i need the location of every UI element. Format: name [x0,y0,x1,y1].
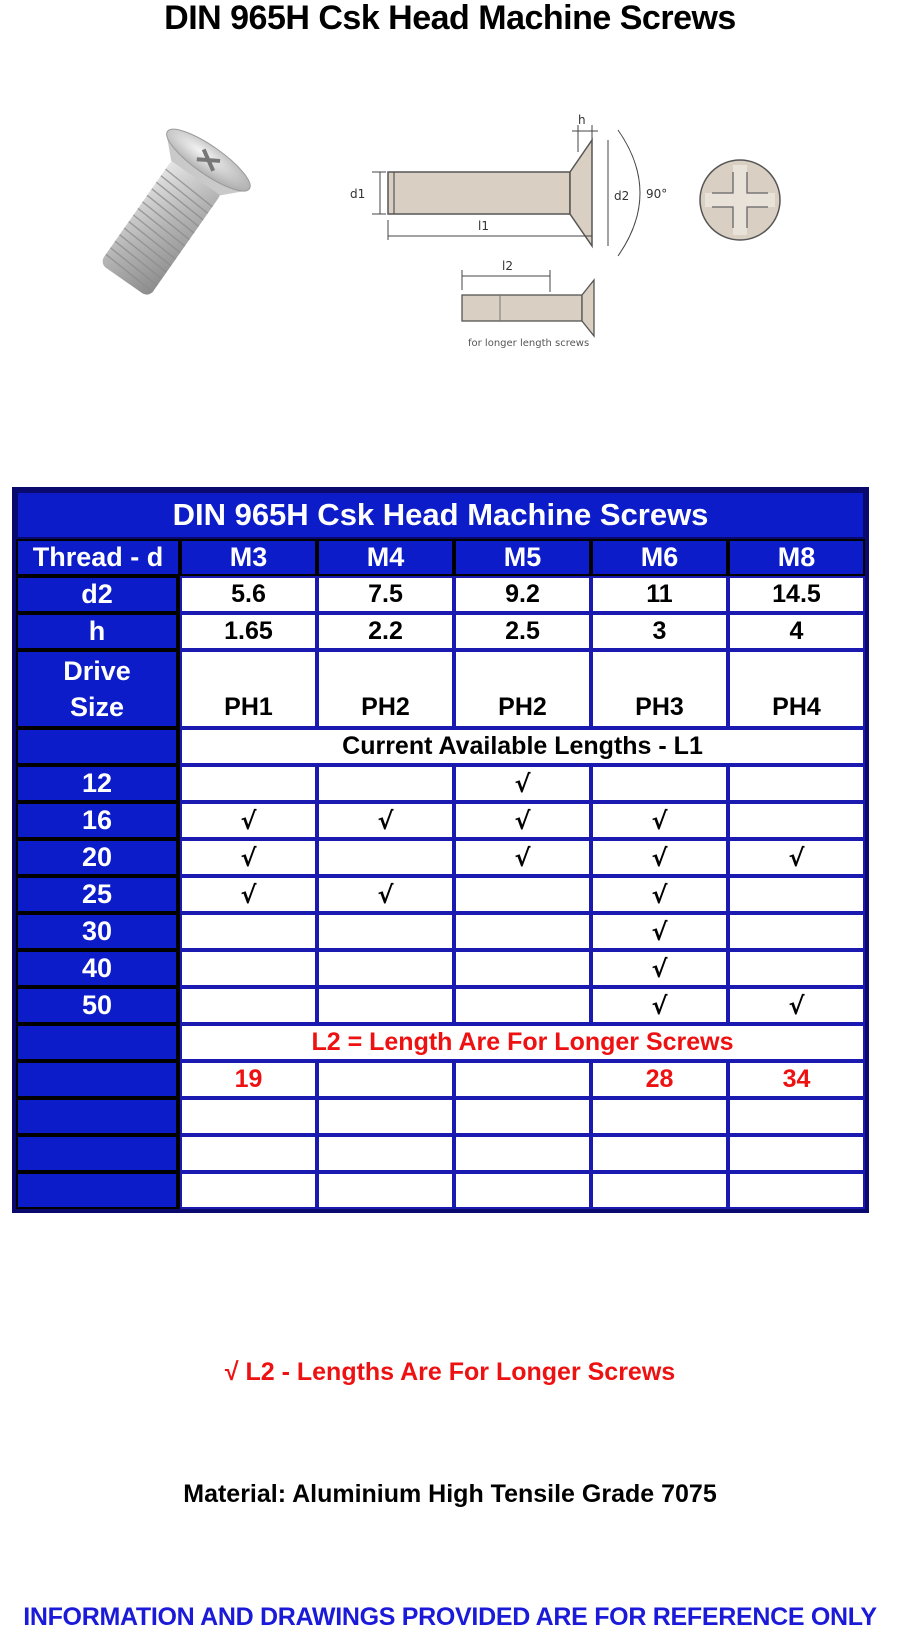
empty-cell [454,1135,591,1172]
availability-cell [454,913,591,950]
l2-cell: 28 [591,1061,728,1098]
h-label: h [16,613,180,650]
availability-cell [454,950,591,987]
length-row [16,839,865,876]
availability-cell: √ [591,802,728,839]
label-l1: l1 [478,219,489,233]
availability-cell: √ [317,876,454,913]
length-label: 30 [16,913,180,950]
availability-cell: √ [454,839,591,876]
drive-row [16,650,865,728]
length-row [16,876,865,913]
empty-cell [728,1098,865,1135]
drive-cell: PH4 [728,650,865,728]
availability-cell [454,876,591,913]
legend-note: √ L2 - Lengths Are For Longer Screws [224,1358,676,1386]
empty-cell [591,1098,728,1135]
l2-heading-row [16,1024,865,1061]
d2-row [16,576,865,613]
length-label: 16 [16,802,180,839]
availability-cell [180,987,317,1024]
d2-cell: 7.5 [317,576,454,613]
availability-cell: √ [454,802,591,839]
blank-row-header [16,728,180,765]
empty-cell [317,1172,454,1209]
availability-cell: √ [591,950,728,987]
length-label: 12 [16,765,180,802]
lengths-heading-row [16,728,865,765]
length-row [16,987,865,1024]
empty-cell [454,1098,591,1135]
empty-cell [591,1135,728,1172]
l2-cell: 34 [728,1061,865,1098]
label-d2: d2 [614,189,630,203]
h-cell: 4 [728,613,865,650]
availability-cell [728,802,865,839]
empty-cell [728,1172,865,1209]
h-cell: 1.65 [180,613,317,650]
page-title: DIN 965H Csk Head Machine Screws [164,0,736,37]
h-cell: 2.2 [317,613,454,650]
length-row [16,765,865,802]
empty-cell [317,1098,454,1135]
technical-drawing [350,110,790,350]
availability-cell: √ [591,913,728,950]
size-header: M4 [317,539,454,576]
availability-cell: √ [180,876,317,913]
label-angle: 90° [646,187,668,201]
empty-cell [317,1135,454,1172]
length-label: 40 [16,950,180,987]
empty-row [16,1135,865,1172]
lengths-heading: Current Available Lengths - L1 [180,728,865,765]
h-cell: 3 [591,613,728,650]
length-label: 20 [16,839,180,876]
drive-cell: PH1 [180,650,317,728]
availability-cell: √ [317,802,454,839]
availability-cell [728,950,865,987]
availability-cell: √ [591,876,728,913]
d2-label: d2 [16,576,180,613]
length-row [16,802,865,839]
illustrations [0,90,900,390]
availability-cell [454,987,591,1024]
blank-row-header [16,1098,180,1135]
h-row [16,613,865,650]
blank-row-header [16,1172,180,1209]
drive-cell: PH2 [317,650,454,728]
blank-row-header [16,1061,180,1098]
availability-cell [180,765,317,802]
availability-cell [728,876,865,913]
l2-cell [454,1061,591,1098]
l2-values-row [16,1061,865,1098]
l2-cell: 19 [180,1061,317,1098]
label-l2: l2 [502,259,513,273]
drawing-caption: for longer length screws [468,338,590,349]
availability-cell: √ [591,987,728,1024]
size-header: M3 [180,539,317,576]
disclaimer: INFORMATION AND DRAWINGS PROVIDED ARE FOR REFERENCE ONLY [23,1603,877,1631]
length-row [16,950,865,987]
empty-row [16,1172,865,1209]
blank-row-header [16,1024,180,1061]
availability-cell [180,950,317,987]
length-row [16,913,865,950]
availability-cell [591,765,728,802]
empty-cell [591,1172,728,1209]
drive-cell: PH3 [591,650,728,728]
empty-cell [180,1098,317,1135]
availability-cell [317,765,454,802]
table-title: DIN 965H Csk Head Machine Screws [16,491,865,539]
availability-cell [317,987,454,1024]
thread-label: Thread - d [16,539,180,576]
availability-cell [317,913,454,950]
d2-cell: 9.2 [454,576,591,613]
drive-cell: PH2 [454,650,591,728]
screw-photo-image [80,120,260,310]
availability-cell: √ [454,765,591,802]
availability-cell [317,839,454,876]
drive-size-label [16,650,180,728]
empty-cell [728,1135,865,1172]
l2-cell [317,1061,454,1098]
drive-label-line2: Size [69,692,125,722]
availability-cell [728,913,865,950]
d2-cell: 11 [591,576,728,613]
material-note: Material: Aluminium High Tensile Grade 7075 [183,1480,717,1508]
empty-row [16,1098,865,1135]
d2-cell: 14.5 [728,576,865,613]
drive-label-line1: Drive [63,656,131,686]
size-header: M6 [591,539,728,576]
availability-cell: √ [180,802,317,839]
length-label: 25 [16,876,180,913]
availability-cell [180,913,317,950]
h-cell: 2.5 [454,613,591,650]
length-label: 50 [16,987,180,1024]
size-header: M5 [454,539,591,576]
d2-cell: 5.6 [180,576,317,613]
availability-cell: √ [728,839,865,876]
size-header: M8 [728,539,865,576]
l2-heading: L2 = Length Are For Longer Screws [180,1024,865,1061]
availability-cell [317,950,454,987]
spec-table [12,487,869,1213]
availability-cell: √ [728,987,865,1024]
blank-row-header [16,1135,180,1172]
availability-cell: √ [180,839,317,876]
table-title-row [16,491,865,539]
empty-cell [180,1135,317,1172]
label-d1: d1 [350,187,366,201]
empty-cell [180,1172,317,1209]
thread-row [16,539,865,576]
label-h: h [578,113,586,127]
empty-cell [454,1172,591,1209]
availability-cell: √ [591,839,728,876]
availability-cell [728,765,865,802]
